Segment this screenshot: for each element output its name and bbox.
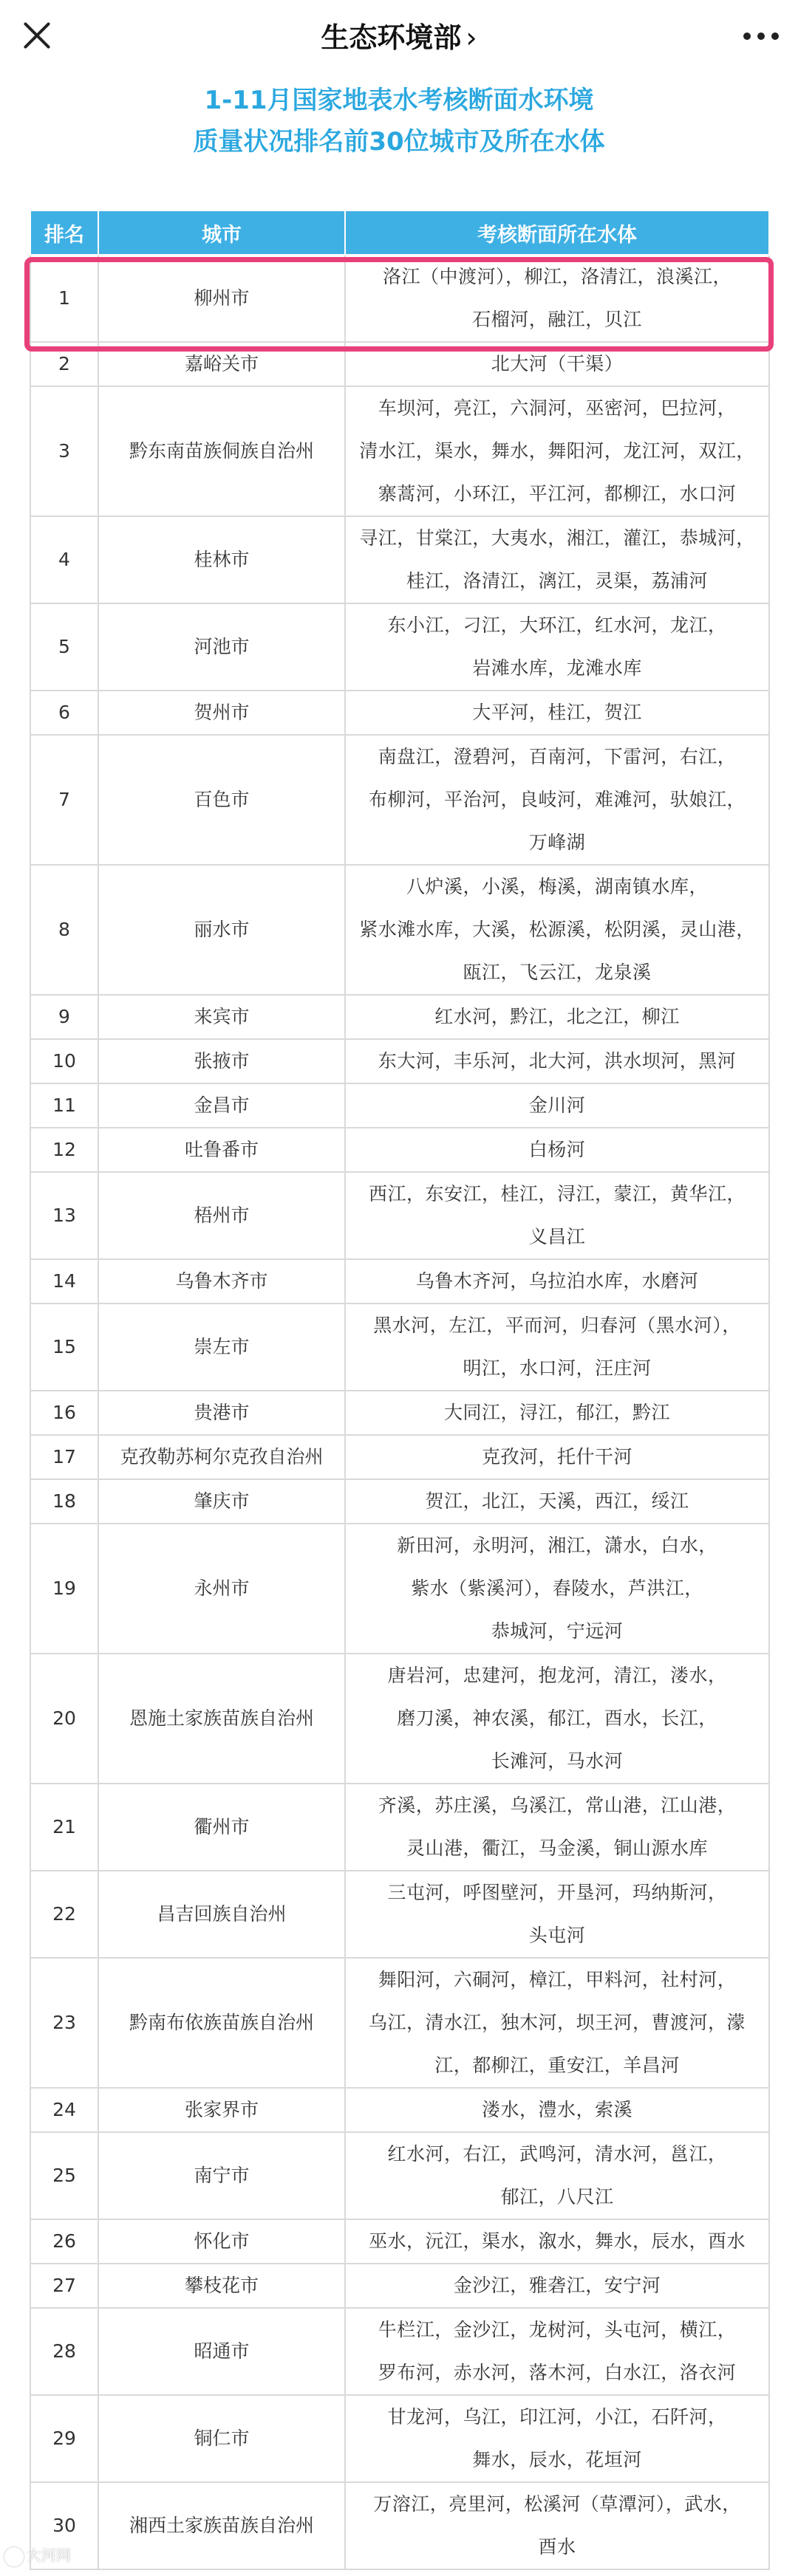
water-body-cell	[345, 1435, 769, 1479]
city-cell: 崇左市	[98, 1304, 345, 1391]
water-body-line: 寻江，甘棠江，大夷水，湘江，灌江，恭城河，	[359, 527, 755, 549]
rank-cell: 3	[30, 386, 98, 516]
water-body-cell	[345, 1479, 769, 1524]
water-body-line: 岩滩水库，龙滩水库	[472, 657, 642, 679]
water-body-cell	[345, 865, 769, 995]
water-body-line: 齐溪，苏庄溪，乌溪江，常山港，江山港，	[378, 1795, 737, 1816]
city-cell: 柳州市	[98, 255, 345, 342]
water-body-line: 黑水河，左江，平而河，归春河（黑水河），	[373, 1315, 741, 1336]
water-body-line: 甘龙河，乌江，印江河，小江，石阡河，	[387, 2406, 727, 2428]
water-body-cell	[345, 603, 769, 691]
city-cell: 河池市	[98, 603, 345, 691]
water-body-line: 恭城河，宁远河	[491, 1620, 624, 1642]
table-row	[30, 603, 769, 691]
table-row	[30, 1958, 769, 2088]
ranking-table	[30, 210, 770, 2570]
water-body-cell	[345, 2088, 769, 2132]
rank-cell: 2	[30, 342, 98, 386]
city-cell: 恩施土家族苗族自治州	[98, 1654, 345, 1784]
rank-cell: 12	[30, 1128, 98, 1172]
table-row	[30, 2219, 769, 2264]
table-row	[30, 995, 769, 1039]
water-body-line: 金川河	[528, 1095, 586, 1116]
water-body-line: 桂江，洛清江，漓江，灵渠，荔浦河	[406, 570, 708, 592]
table-row	[30, 255, 769, 342]
water-body-line: 万溶江，亮里河，松溪河（草潭河），武水，	[373, 2493, 741, 2515]
city-cell: 乌鲁木齐市	[98, 1259, 345, 1304]
table-row	[30, 1479, 769, 1524]
city-cell: 丽水市	[98, 865, 345, 995]
rank-cell: 20	[30, 1654, 98, 1784]
header-water-body: 考核断面所在水体	[345, 210, 769, 255]
city-cell: 湘西土家族苗族自治州	[98, 2482, 345, 2569]
water-body-line: 红水河，黔江，北之江，柳江	[434, 1006, 680, 1027]
rank-cell: 27	[30, 2264, 98, 2308]
water-body-line: 西江，东安江，桂江，浔江，蒙江，黄华江，	[368, 1183, 746, 1205]
water-body-cell	[345, 255, 769, 342]
water-body-line: 贺江，北江，天溪，西江，绥江	[425, 1490, 689, 1512]
table-row	[30, 1654, 769, 1784]
table-row	[30, 1172, 769, 1259]
watermark-logo-icon	[4, 2547, 24, 2566]
watermark	[4, 2544, 152, 2570]
rank-cell: 8	[30, 865, 98, 995]
table-row	[30, 2132, 769, 2219]
water-body-line: 东大河，丰乐河，北大河，洪水坝河，黑河	[378, 1050, 737, 1072]
water-body-line: 江，都柳江，重安江，羊昌河	[434, 2055, 680, 2076]
water-body-line: 罗布河，赤水河，落木河，白水江，洛衣河	[378, 2362, 737, 2383]
table-row	[30, 735, 769, 865]
water-body-line: 新田河，永明河，湘江，潇水，白水，	[397, 1535, 717, 1556]
rank-cell: 13	[30, 1172, 98, 1259]
rank-cell: 18	[30, 1479, 98, 1524]
headline-line-2: 质量状况排名前30位城市及所在水体	[193, 127, 605, 157]
table-row	[30, 386, 769, 516]
city-cell: 吐鲁番市	[98, 1128, 345, 1172]
city-cell: 嘉峪关市	[98, 342, 345, 386]
city-cell: 百色市	[98, 735, 345, 865]
city-cell: 永州市	[98, 1524, 345, 1654]
water-body-cell	[345, 1784, 769, 1871]
water-body-cell	[345, 2482, 769, 2569]
rank-cell: 10	[30, 1039, 98, 1083]
water-body-line: 牛栏江，金沙江，龙树河，头屯河，横江，	[378, 2319, 737, 2340]
water-body-cell	[345, 1083, 769, 1128]
table-row	[30, 2395, 769, 2482]
account-name[interactable]: 生态环境部	[321, 21, 462, 54]
table-row	[30, 1435, 769, 1479]
table-body	[30, 255, 769, 2569]
table-row	[30, 1524, 769, 1654]
city-cell: 张掖市	[98, 1039, 345, 1083]
water-body-line: 白杨河	[528, 1139, 586, 1160]
rank-cell: 19	[30, 1524, 98, 1654]
water-body-cell	[345, 995, 769, 1039]
water-body-line: 石榴河，融江，贝江	[472, 309, 642, 330]
water-body-cell	[345, 1039, 769, 1083]
water-body-line: 头屯河	[528, 1925, 586, 1946]
table-row	[30, 1871, 769, 1958]
headline-line-1: 1-11月国家地表水考核断面水环境	[204, 86, 594, 115]
water-body-line: 大平河，桂江，贺江	[472, 702, 642, 723]
table-row	[30, 1083, 769, 1128]
more-icon[interactable]	[743, 32, 779, 41]
table-row	[30, 1039, 769, 1083]
water-body-line: 寨蒿河，小环江，平江河，都柳江，水口河	[378, 483, 737, 504]
water-body-cell	[345, 2395, 769, 2482]
header-rank: 排名	[30, 210, 98, 255]
water-body-cell	[345, 342, 769, 386]
table-row	[30, 691, 769, 735]
city-cell: 来宾市	[98, 995, 345, 1039]
table-row	[30, 2308, 769, 2395]
water-body-line: 克孜河，托什干河	[481, 1446, 632, 1467]
water-body-line: 紫水（紫溪河），舂陵水，芦洪江，	[411, 1578, 703, 1599]
top-bar	[0, 0, 798, 71]
water-body-line: 郁江，八尺江	[500, 2186, 614, 2207]
table-row	[30, 1128, 769, 1172]
water-body-line: 北大河（干渠）	[491, 353, 624, 374]
water-body-line: 长滩河，马水河	[491, 1750, 624, 1772]
water-body-line: 义昌江	[528, 1226, 586, 1247]
water-body-cell	[345, 1958, 769, 2088]
water-body-line: 巫水，沅江，渠水，溆水，舞水，辰水，酉水	[368, 2230, 746, 2252]
chevron-right-icon[interactable]: ›	[466, 21, 477, 54]
city-cell: 铜仁市	[98, 2395, 345, 2482]
rank-cell: 16	[30, 1391, 98, 1435]
watermark-text: 大河网	[27, 2546, 71, 2564]
header-city: 城市	[98, 210, 345, 255]
city-cell: 贺州市	[98, 691, 345, 735]
rank-cell: 30	[30, 2482, 98, 2569]
water-body-line: 溇水，澧水，索溪	[481, 2099, 632, 2120]
table-row	[30, 2264, 769, 2308]
water-body-line: 清水江，渠水，舞水，舞阳河，龙江河，双江，	[359, 440, 755, 462]
water-body-line: 明江，水口河，汪庄河	[463, 1357, 652, 1379]
table-row	[30, 1259, 769, 1304]
rank-cell: 7	[30, 735, 98, 865]
city-cell: 黔东南苗族侗族自治州	[98, 386, 345, 516]
water-body-line: 酉水	[538, 2536, 576, 2558]
rank-cell: 28	[30, 2308, 98, 2395]
city-cell: 梧州市	[98, 1172, 345, 1259]
rank-cell: 21	[30, 1784, 98, 1871]
water-body-line: 布柳河，平治河，良岐河，难滩河，驮娘江，	[368, 789, 746, 810]
table-header-row	[30, 210, 769, 255]
city-cell: 昌吉回族自治州	[98, 1871, 345, 1958]
water-body-line: 灵山港，衢江，马金溪，铜山源水库	[406, 1837, 708, 1859]
city-cell: 怀化市	[98, 2219, 345, 2264]
water-body-line: 磨刀溪，神农溪，郁江，酉水，长江，	[397, 1707, 717, 1729]
water-body-cell	[345, 1654, 769, 1784]
rank-cell: 9	[30, 995, 98, 1039]
rank-cell: 24	[30, 2088, 98, 2132]
water-body-cell	[345, 2219, 769, 2264]
city-cell: 张家界市	[98, 2088, 345, 2132]
water-body-line: 乌鲁木齐河，乌拉泊水库，水磨河	[415, 1270, 699, 1292]
table-row	[30, 865, 769, 995]
table-row	[30, 1304, 769, 1391]
rank-cell: 17	[30, 1435, 98, 1479]
city-cell: 克孜勒苏柯尔克孜自治州	[98, 1435, 345, 1479]
rank-cell: 11	[30, 1083, 98, 1128]
water-body-cell	[345, 691, 769, 735]
city-cell: 贵港市	[98, 1391, 345, 1435]
water-body-line: 三屯河，呼图壁河，开垦河，玛纳斯河，	[387, 1882, 727, 1903]
city-cell: 桂林市	[98, 516, 345, 603]
water-body-cell	[345, 2308, 769, 2395]
article-headline	[0, 80, 798, 162]
water-body-line: 车坝河，亮江，六洞河，巫密河，巴拉河，	[378, 397, 737, 419]
table-row	[30, 2088, 769, 2132]
water-body-line: 洛江（中渡河），柳江，洛清江，浪溪江，	[382, 266, 732, 287]
city-cell: 昭通市	[98, 2308, 345, 2395]
ranking-table-wrapper	[30, 210, 768, 2570]
water-body-line: 舞阳河，六硐河，樟江，甲料河，社村河，	[378, 1969, 737, 1990]
water-body-cell	[345, 2264, 769, 2308]
water-body-line: 红水河，右江，武鸣河，清水河，邕江，	[387, 2143, 727, 2165]
water-body-line: 八炉溪，小溪，梅溪，湖南镇水库，	[406, 876, 708, 897]
rank-cell: 5	[30, 603, 98, 691]
table-row	[30, 1784, 769, 1871]
city-cell: 攀枝花市	[98, 2264, 345, 2308]
water-body-cell	[345, 735, 769, 865]
rank-cell: 23	[30, 1958, 98, 2088]
city-cell: 黔南布依族苗族自治州	[98, 1958, 345, 2088]
water-body-line: 东小江，刁江，大环江，红水河，龙江，	[387, 614, 727, 636]
rank-cell: 14	[30, 1259, 98, 1304]
rank-cell: 29	[30, 2395, 98, 2482]
rank-cell: 22	[30, 1871, 98, 1958]
water-body-cell	[345, 1259, 769, 1304]
city-cell: 金昌市	[98, 1083, 345, 1128]
city-cell: 南宁市	[98, 2132, 345, 2219]
rank-cell: 4	[30, 516, 98, 603]
water-body-cell	[345, 516, 769, 603]
water-body-cell	[345, 386, 769, 516]
water-body-cell	[345, 2132, 769, 2219]
water-body-line: 南盘江，澄碧河，百南河，下雷河，右江，	[378, 746, 737, 767]
table-row	[30, 516, 769, 603]
table-row	[30, 1391, 769, 1435]
rank-cell: 26	[30, 2219, 98, 2264]
water-body-cell	[345, 1524, 769, 1654]
water-body-line: 紧水滩水库，大溪，松源溪，松阴溪，灵山港，	[359, 919, 755, 940]
water-body-cell	[345, 1391, 769, 1435]
city-cell: 肇庆市	[98, 1479, 345, 1524]
rank-cell: 25	[30, 2132, 98, 2219]
water-body-cell	[345, 1304, 769, 1391]
water-body-line: 唐岩河，忠建河，抱龙河，清江，溇水，	[387, 1665, 727, 1686]
water-body-line: 瓯江，飞云江，龙泉溪	[463, 962, 652, 983]
account-title[interactable]	[0, 15, 798, 55]
city-cell: 衢州市	[98, 1784, 345, 1871]
table-row	[30, 342, 769, 386]
water-body-line: 金沙江，雅砻江，安宁河	[453, 2275, 661, 2296]
rank-cell: 1	[30, 255, 98, 342]
water-body-cell	[345, 1871, 769, 1958]
water-body-line: 舞水，辰水，花垣河	[472, 2449, 642, 2470]
water-body-line: 大同江，浔江，郁江，黔江	[443, 1402, 670, 1423]
water-body-cell	[345, 1172, 769, 1259]
water-body-line: 乌江，清水江，独木河，坝王河，曹渡河，濛	[368, 2012, 746, 2033]
rank-cell: 15	[30, 1304, 98, 1391]
water-body-cell	[345, 1128, 769, 1172]
rank-cell: 6	[30, 691, 98, 735]
water-body-line: 万峰湖	[528, 832, 586, 853]
